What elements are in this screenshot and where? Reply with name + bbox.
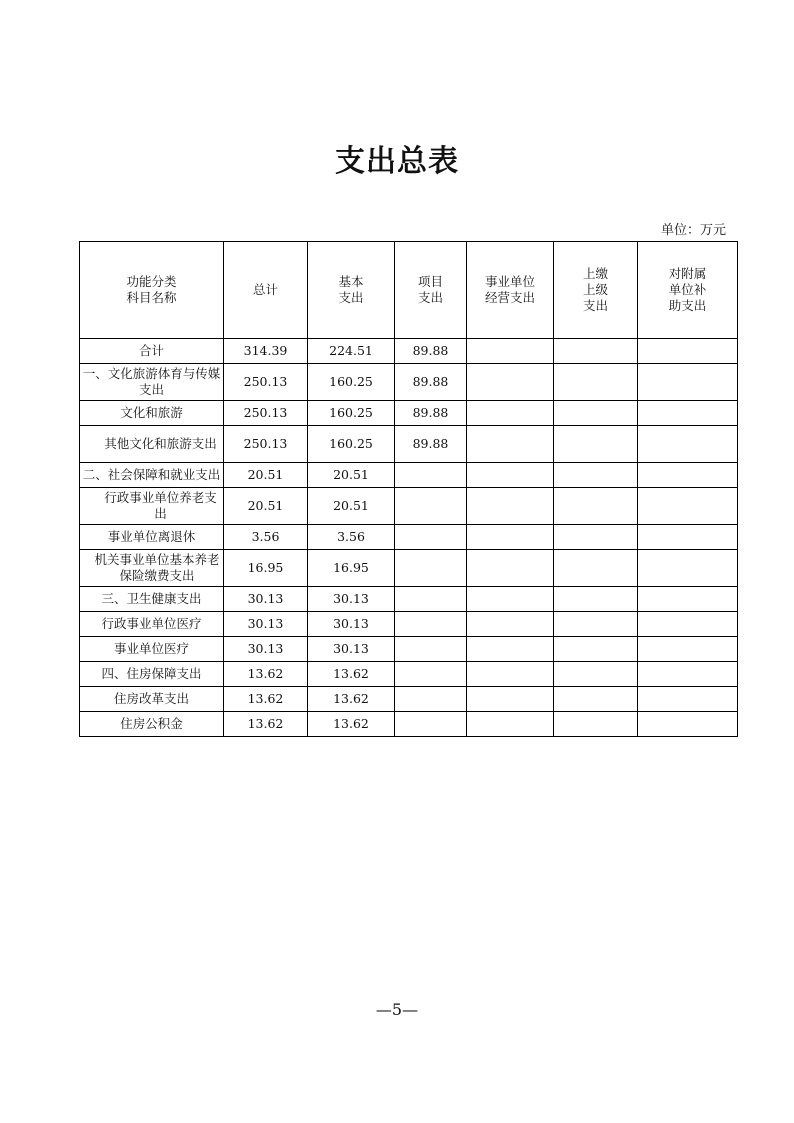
table-row (80, 637, 738, 662)
table-row (80, 339, 738, 364)
cell-total: 3.56 (224, 525, 308, 550)
cell-total: 13.62 (224, 712, 308, 737)
cell-basic: 13.62 (308, 662, 395, 687)
cell-subsidy (638, 612, 738, 637)
cell-total: 20.51 (224, 488, 308, 525)
table-row (80, 488, 738, 525)
cell-basic: 3.56 (308, 525, 395, 550)
table-row (80, 712, 738, 737)
cell-business (467, 712, 554, 737)
cell-basic: 30.13 (308, 637, 395, 662)
cell-business (467, 339, 554, 364)
unit-label: 单位：万元 (660, 223, 726, 238)
header-total: 总计 (224, 242, 308, 339)
cell-project (395, 463, 467, 488)
cell-upper (554, 712, 638, 737)
cell-basic: 160.25 (308, 364, 395, 401)
cell-subsidy (638, 712, 738, 737)
row-name: 行政事业单位养老支出 (80, 488, 224, 525)
cell-total: 13.62 (224, 687, 308, 712)
expenditure-table (79, 241, 738, 737)
table-row (80, 463, 738, 488)
row-name: 机关事业单位基本养老保险缴费支出 (80, 550, 224, 587)
cell-project (395, 525, 467, 550)
cell-upper (554, 401, 638, 426)
cell-subsidy (638, 550, 738, 587)
row-name: 合计 (80, 339, 224, 364)
header-upper: 上缴 上级 支出 (554, 242, 638, 339)
cell-basic: 224.51 (308, 339, 395, 364)
cell-project (395, 550, 467, 587)
cell-subsidy (638, 687, 738, 712)
cell-subsidy (638, 401, 738, 426)
cell-project (395, 662, 467, 687)
page-number: —5— (375, 1000, 419, 1019)
table-row (80, 550, 738, 587)
row-name: 事业单位离退休 (80, 525, 224, 550)
cell-business (467, 364, 554, 401)
cell-business (467, 587, 554, 612)
cell-business (467, 401, 554, 426)
cell-subsidy (638, 525, 738, 550)
row-name: 三、卫生健康支出 (80, 587, 224, 612)
cell-project: 89.88 (395, 426, 467, 463)
cell-upper (554, 463, 638, 488)
cell-business (467, 525, 554, 550)
cell-basic: 13.62 (308, 687, 395, 712)
cell-business (467, 612, 554, 637)
cell-business (467, 687, 554, 712)
row-name: 住房公积金 (80, 712, 224, 737)
table-row (80, 525, 738, 550)
cell-project (395, 712, 467, 737)
row-name: 文化和旅游 (80, 401, 224, 426)
page-title: 支出总表 (335, 144, 459, 179)
cell-subsidy (638, 364, 738, 401)
cell-upper (554, 637, 638, 662)
cell-basic: 30.13 (308, 612, 395, 637)
cell-basic: 160.25 (308, 401, 395, 426)
cell-subsidy (638, 662, 738, 687)
row-name: 其他文化和旅游支出 (80, 426, 224, 463)
cell-total: 30.13 (224, 637, 308, 662)
table-row (80, 687, 738, 712)
cell-total: 30.13 (224, 612, 308, 637)
cell-total: 16.95 (224, 550, 308, 587)
cell-business (467, 550, 554, 587)
row-name: 四、住房保障支出 (80, 662, 224, 687)
cell-total: 250.13 (224, 426, 308, 463)
cell-project (395, 488, 467, 525)
table-row (80, 587, 738, 612)
cell-total: 13.62 (224, 662, 308, 687)
cell-upper (554, 364, 638, 401)
cell-subsidy (638, 587, 738, 612)
table-row (80, 612, 738, 637)
table-row (80, 364, 738, 401)
cell-business (467, 426, 554, 463)
cell-total: 30.13 (224, 587, 308, 612)
cell-project (395, 587, 467, 612)
cell-basic: 13.62 (308, 712, 395, 737)
cell-project (395, 612, 467, 637)
cell-project (395, 637, 467, 662)
cell-basic: 16.95 (308, 550, 395, 587)
cell-project: 89.88 (395, 401, 467, 426)
cell-subsidy (638, 426, 738, 463)
cell-total: 20.51 (224, 463, 308, 488)
cell-total: 250.13 (224, 364, 308, 401)
row-name: 二、社会保障和就业支出 (80, 463, 224, 488)
header-business: 事业单位 经营支出 (467, 242, 554, 339)
cell-basic: 30.13 (308, 587, 395, 612)
header-project: 项目 支出 (395, 242, 467, 339)
table-row (80, 426, 738, 463)
table-row (80, 401, 738, 426)
cell-basic: 20.51 (308, 488, 395, 525)
row-name: 事业单位医疗 (80, 637, 224, 662)
cell-upper (554, 662, 638, 687)
cell-subsidy (638, 339, 738, 364)
row-name: 住房改革支出 (80, 687, 224, 712)
cell-project: 89.88 (395, 339, 467, 364)
cell-business (467, 662, 554, 687)
cell-upper (554, 687, 638, 712)
cell-total: 314.39 (224, 339, 308, 364)
row-name: 一、文化旅游体育与传媒支出 (80, 364, 224, 401)
cell-total: 250.13 (224, 401, 308, 426)
table-row (80, 662, 738, 687)
cell-upper (554, 488, 638, 525)
cell-upper (554, 525, 638, 550)
cell-upper (554, 339, 638, 364)
header-basic: 基本 支出 (308, 242, 395, 339)
cell-subsidy (638, 463, 738, 488)
header-subsidy: 对附属 单位补 助支出 (638, 242, 738, 339)
cell-business (467, 488, 554, 525)
cell-subsidy (638, 488, 738, 525)
cell-upper (554, 612, 638, 637)
header-category: 功能分类 科目名称 (80, 242, 224, 339)
cell-upper (554, 550, 638, 587)
cell-basic: 160.25 (308, 426, 395, 463)
cell-project (395, 687, 467, 712)
cell-subsidy (638, 637, 738, 662)
cell-upper (554, 587, 638, 612)
cell-upper (554, 426, 638, 463)
cell-basic: 20.51 (308, 463, 395, 488)
row-name: 行政事业单位医疗 (80, 612, 224, 637)
cell-business (467, 463, 554, 488)
cell-project: 89.88 (395, 364, 467, 401)
cell-business (467, 637, 554, 662)
